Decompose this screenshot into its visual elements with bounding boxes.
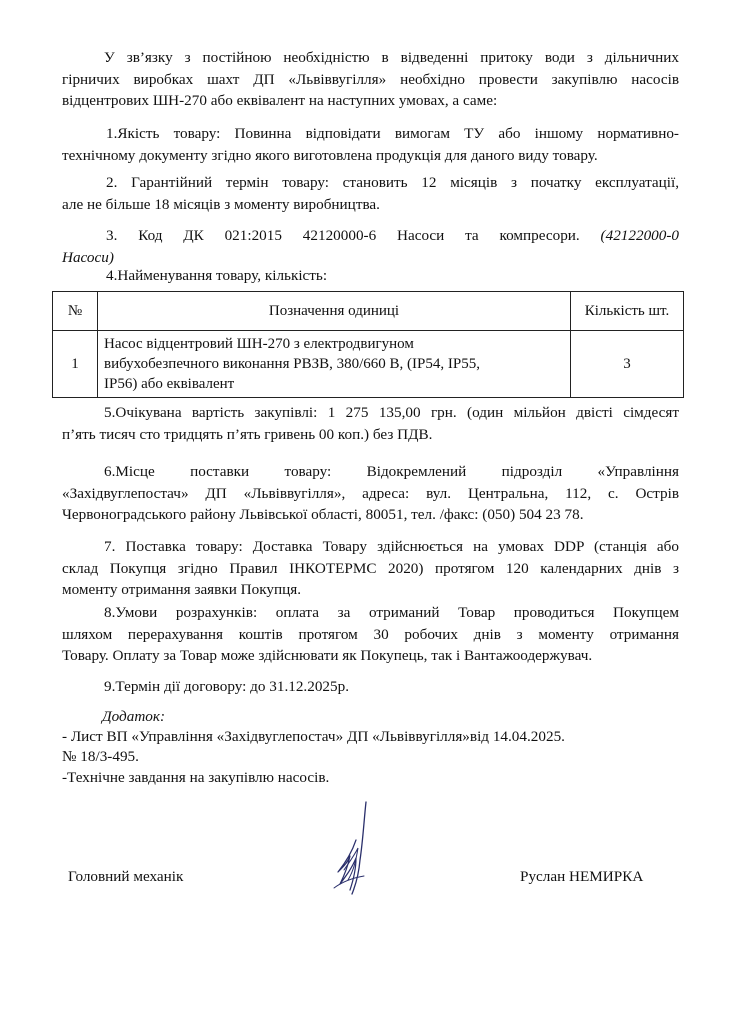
table-row	[53, 331, 684, 398]
item-5-line-2: п’ять тисяч сто тридцять п’ять гривень 00 коп.) без ПДВ.	[62, 425, 433, 443]
header-designation: Позначення одиниці	[98, 292, 571, 331]
intro-paragraph	[62, 47, 679, 112]
item-6-line-2: «Західвуглепостач» ДП «Львіввугілля», адреса: вул. Центральна, 112, с. Острів	[62, 484, 679, 502]
attachment-heading: Додаток:	[102, 708, 166, 725]
attachment-line-3: -Технічне завдання на закупівлю насосів.	[62, 769, 330, 786]
attachment-line-1: - Лист ВП «Управління «Західвуглепостач» ДП «Львіввугілля»від 14.04.2025.	[62, 728, 565, 745]
handwritten-signature	[326, 800, 386, 896]
item-8-line-3: Товару. Оплату за Товар може здійснювати як Покупець, так і Вантажоодержувач.	[62, 647, 593, 664]
item-8-line-2: шляхом перерахування коштів протягом 30 робочих днів з моменту отримання	[62, 625, 679, 643]
item-8-payment	[62, 602, 679, 667]
item-3-italic-pumps: Насоси)	[62, 248, 114, 266]
item-5-cost	[62, 402, 679, 445]
item-7-line-1: 7. Поставка товару: Доставка Товару здійснюється на умовах DDP (станція або	[104, 538, 679, 555]
item-3-code	[62, 225, 679, 268]
header-number: №	[53, 292, 98, 331]
item-3-italic-code: (42122000-0	[600, 227, 680, 244]
item-1-line-1: 1.Якість товару: Повинна відповідати вимогам ТУ або іншому нормативно-	[106, 125, 679, 142]
item-1-quality	[62, 123, 679, 166]
item-3-line-1	[62, 225, 679, 247]
item-9-term: 9.Термін дії договору: до 31.12.2025р.	[104, 678, 349, 695]
item-8-line-1: 8.Умови розрахунків: оплата за отриманий Товар проводиться Покупцем	[104, 604, 679, 621]
intro-line-2: гірничих виробках шахт ДП «Львіввугілля» необхідно провести закупівлю насосів	[62, 70, 679, 88]
row-name-line-3: IP56) або еквівалент	[104, 376, 235, 392]
signatory-name: Руслан НЕМИРКА	[520, 868, 644, 885]
item-2-line-1: 2. Гарантійний термін товару: становить 12 місяців з початку експлуатації,	[106, 174, 679, 191]
intro-line-1: У зв’язку з постійною необхідністю в відведенні притоку води з дільничних	[104, 49, 679, 66]
row-number: 1	[53, 331, 98, 398]
item-6-delivery-place	[62, 461, 679, 526]
row-name-line-1: Насос відцентровий ШН-270 з електродвигуном	[104, 336, 414, 352]
goods-table	[52, 291, 684, 398]
row-name	[98, 331, 571, 398]
item-7-line-3: моменту отримання заявки Покупця.	[62, 581, 302, 598]
position-title: Головний механік	[68, 868, 184, 885]
item-2-warranty	[62, 172, 679, 215]
item-2-line-2: але не більше 18 місяців з моменту виробництва.	[62, 195, 380, 213]
item-5-line-1: 5.Очікувана вартість закупівлі: 1 275 135,00 грн. (один мільйон двісті сімдесят	[104, 404, 679, 421]
item-7-delivery-terms	[62, 536, 679, 601]
row-name-line-2: вибухобезпечного виконання РВЗВ, 380/660 В, (IP54, IP55,	[104, 356, 480, 372]
item-6-line-1: 6.Місце поставки товару: Відокремлений підрозділ «Управління	[104, 463, 679, 480]
item-1-line-2: технічному документу згідно якого виготовлена продукція для даного виду товару.	[62, 146, 598, 164]
row-quantity: 3	[571, 331, 684, 398]
item-4-heading: 4.Найменування товару, кількість:	[106, 267, 328, 284]
item-6-line-3: Червоноградського району Львівської області, 80051, тел. /факс: (050) 504 23 78.	[62, 506, 584, 523]
attachment-line-2: № 18/3-495.	[62, 748, 139, 765]
header-quantity: Кількість шт.	[571, 292, 684, 331]
table-header-row	[53, 292, 684, 331]
item-3-text: 3. Код ДК 021:2015 42120000-6 Насоси та компресори.	[106, 227, 580, 244]
intro-line-3: відцентрових ШН-270 або еквівалент на наступних умовах, а саме:	[62, 92, 498, 109]
item-7-line-2: склад Покупця згідно Правил ІНКОТЕРМС 2020) протягом 120 календарних днів з	[62, 559, 679, 577]
